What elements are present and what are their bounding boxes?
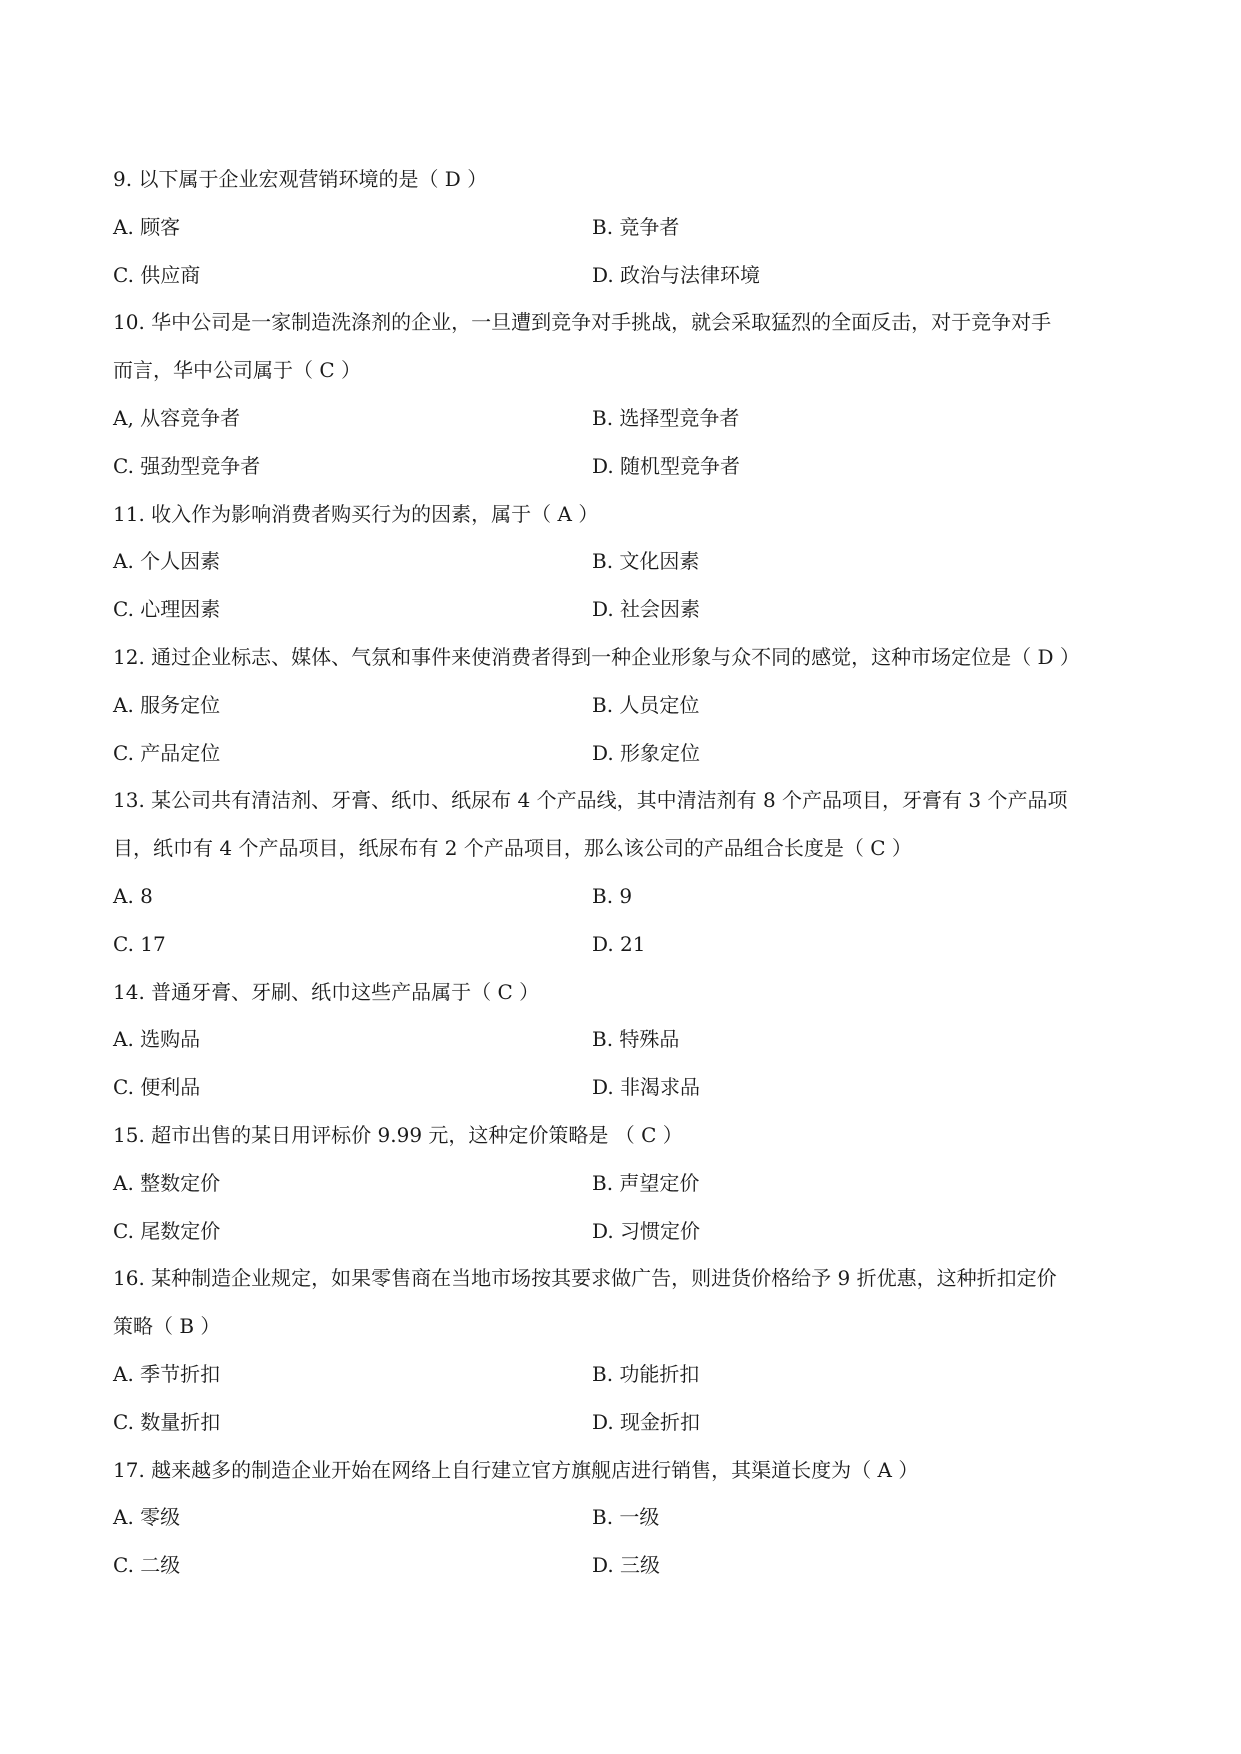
option-a: A. 顾客 xyxy=(113,214,181,239)
question-stem: 17. 越来越多的制造企业开始在网络上自行建立官方旗舰店进行销售，其渠道长度为（ A ） xyxy=(113,1457,919,1482)
option-d: D. 社会因素 xyxy=(592,597,701,622)
option-grid xyxy=(113,204,1133,300)
question-12 xyxy=(113,634,1133,777)
option-b: B. 选择型竞争者 xyxy=(592,405,740,430)
question-stem: 11. 收入作为影响消费者购买行为的因素，属于（ A ） xyxy=(113,501,599,526)
question-stem-continued: 而言，华中公司属于（ C ） xyxy=(113,358,362,383)
option-grid xyxy=(113,395,1133,491)
option-c: C. 产品定位 xyxy=(113,740,221,765)
option-c: C. 心理因素 xyxy=(113,597,221,622)
option-d: D. 三级 xyxy=(592,1553,661,1578)
option-b: B. 竞争者 xyxy=(592,214,680,239)
option-grid xyxy=(113,873,1133,969)
option-c: C. 二级 xyxy=(113,1553,181,1578)
option-grid xyxy=(113,1016,1133,1112)
question-10 xyxy=(113,299,1133,490)
question-9 xyxy=(113,156,1133,299)
option-a: A. 整数定价 xyxy=(113,1170,221,1195)
option-b: B. 声望定价 xyxy=(592,1170,700,1195)
option-a: A. 服务定位 xyxy=(113,692,221,717)
option-grid xyxy=(113,1160,1133,1256)
option-grid xyxy=(113,1494,1133,1590)
option-a: A. 选购品 xyxy=(113,1027,201,1052)
question-stem: 9. 以下属于企业宏观营销环境的是（ D ） xyxy=(113,167,488,191)
option-a: A. 零级 xyxy=(113,1505,181,1530)
question-stem: 12. 通过企业标志、媒体、气氛和事件来使消费者得到一种企业形象与众不同的感觉，这种市场定位是（ D ） xyxy=(113,644,1080,669)
question-stem: 16. 某种制造企业规定，如果零售商在当地市场按其要求做广告，则进货价格给予 9 折优惠，这种折扣定价 xyxy=(113,1266,1057,1291)
question-stem-continued: 目，纸巾有 4 个产品项目，纸尿布有 2 个产品项目，那么该公司的产品组合长度是（ C ） xyxy=(113,836,912,861)
question-15 xyxy=(113,1112,1133,1255)
option-a: A. 季节折扣 xyxy=(113,1361,221,1386)
option-c: C. 供应商 xyxy=(113,262,201,287)
question-11 xyxy=(113,491,1133,634)
question-stem: 13. 某公司共有清洁剂、牙膏、纸巾、纸尿布 4 个产品线，其中清洁剂有 8 个产品项目，牙膏有 3 个产品项 xyxy=(113,788,1068,813)
option-grid xyxy=(113,1351,1133,1447)
option-c: C. 便利品 xyxy=(113,1075,201,1100)
option-a: A. 个人因素 xyxy=(113,549,221,574)
option-b: B. 9 xyxy=(592,883,633,908)
option-d: D. 现金折扣 xyxy=(592,1409,701,1434)
option-grid xyxy=(113,538,1133,634)
question-16 xyxy=(113,1255,1133,1446)
option-c: C. 数量折扣 xyxy=(113,1409,221,1434)
option-c: C. 强劲型竞争者 xyxy=(113,453,261,478)
option-d: D. 非渴求品 xyxy=(592,1075,701,1100)
question-list xyxy=(113,156,1133,1590)
option-b: B. 文化因素 xyxy=(592,549,700,574)
question-17 xyxy=(113,1447,1133,1590)
question-13 xyxy=(113,777,1133,968)
question-stem: 14. 普通牙膏、牙刷、纸巾这些产品属于（ C ） xyxy=(113,979,540,1004)
option-b: B. 功能折扣 xyxy=(592,1361,700,1386)
option-b: B. 一级 xyxy=(592,1505,660,1530)
option-b: B. 人员定位 xyxy=(592,692,700,717)
option-a: A. 8 xyxy=(113,883,153,908)
option-grid xyxy=(113,682,1133,778)
option-a: A, 从容竞争者 xyxy=(113,405,241,430)
option-c: C. 尾数定价 xyxy=(113,1218,221,1243)
option-d: D. 21 xyxy=(592,931,646,956)
question-stem-continued: 策略（ B ） xyxy=(113,1314,221,1339)
question-14 xyxy=(113,969,1133,1112)
question-stem: 10. 华中公司是一家制造洗涤剂的企业，一旦遭到竞争对手挑战，就会采取猛烈的全面反击，对于竞争对手 xyxy=(113,310,1052,335)
option-d: D. 习惯定价 xyxy=(592,1218,701,1243)
option-c: C. 17 xyxy=(113,931,166,956)
option-b: B. 特殊品 xyxy=(592,1027,680,1052)
option-d: D. 形象定位 xyxy=(592,740,701,765)
option-d: D. 政治与法律环境 xyxy=(592,262,761,287)
question-stem: 15. 超市出售的某日用评标价 9.99 元，这种定价策略是 （ C ） xyxy=(113,1122,683,1147)
option-d: D. 随机型竞争者 xyxy=(592,453,741,478)
